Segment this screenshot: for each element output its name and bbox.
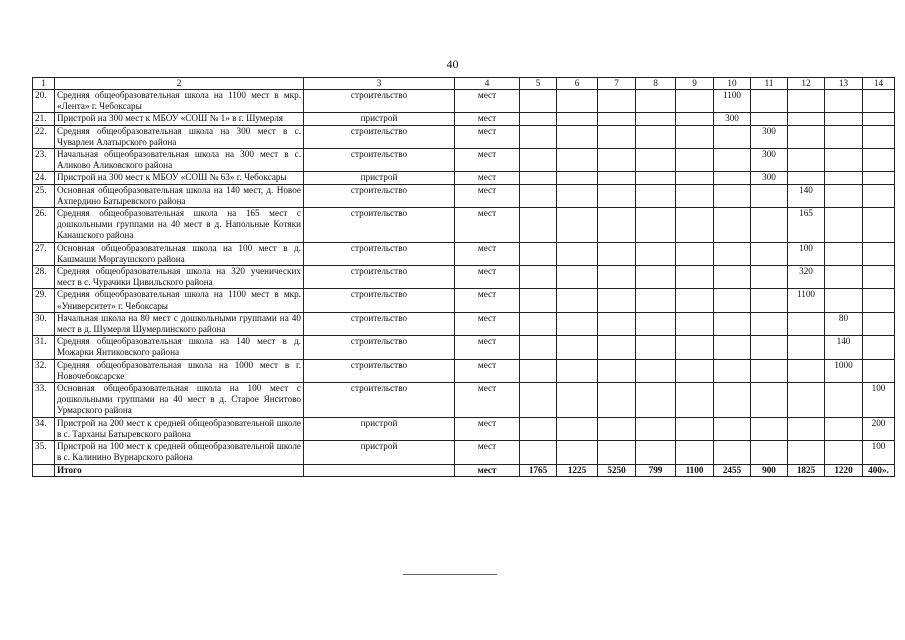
work-type: строительство — [304, 125, 455, 148]
work-type: строительство — [304, 383, 455, 418]
value-cell — [520, 242, 557, 265]
value-cell — [863, 172, 895, 184]
value-cell: 300 — [714, 113, 751, 125]
value-cell: 1100 — [788, 289, 825, 312]
value-cell — [863, 266, 895, 289]
value-cell: 80 — [825, 312, 863, 335]
value-cell — [636, 441, 676, 464]
school-name: Пристрой на 300 мест к МБОУ «СОШ № 63» г. Чебоксары — [55, 172, 304, 184]
row-number: 29. — [33, 289, 55, 312]
value-cell — [676, 336, 714, 359]
value-cell — [751, 289, 788, 312]
row-number: 23. — [33, 149, 55, 172]
value-cell: 100 — [863, 441, 895, 464]
unit: мест — [455, 359, 520, 382]
value-cell — [636, 208, 676, 243]
unit: мест — [455, 312, 520, 335]
work-type: строительство — [304, 289, 455, 312]
value-cell — [676, 266, 714, 289]
school-name: Пристрой на 100 мест к средней общеобразовательной школе в с. Калинино Вурнарского района — [55, 441, 304, 464]
row-number: 22. — [33, 125, 55, 148]
value-cell — [825, 441, 863, 464]
value-cell — [714, 266, 751, 289]
value-cell — [557, 113, 598, 125]
value-cell — [751, 383, 788, 418]
value-cell — [714, 208, 751, 243]
value-cell — [520, 266, 557, 289]
value-cell: 1765 — [520, 464, 557, 476]
row-number: 28. — [33, 266, 55, 289]
value-cell — [598, 266, 636, 289]
value-cell — [557, 266, 598, 289]
value-cell — [520, 90, 557, 113]
value-cell — [636, 383, 676, 418]
school-name: Средняя общеобразовательная школа на 320 ученических мест в с. Чурачики Цивильского района — [55, 266, 304, 289]
work-type: пристрой — [304, 441, 455, 464]
value-cell — [636, 289, 676, 312]
table-row — [33, 184, 895, 207]
unit: мест — [455, 208, 520, 243]
unit: мест — [455, 266, 520, 289]
value-cell — [863, 184, 895, 207]
value-cell: 300 — [751, 149, 788, 172]
value-cell — [636, 90, 676, 113]
value-cell — [636, 172, 676, 184]
unit: мест — [455, 184, 520, 207]
value-cell — [636, 184, 676, 207]
school-name: Средняя общеобразовательная школа на 140 мест в д. Можарки Янтиковского района — [55, 336, 304, 359]
value-cell — [751, 184, 788, 207]
column-header: 6 — [557, 78, 598, 90]
table-row — [33, 149, 895, 172]
school-name: Начальная школа на 80 мест с дошкольными группами на 40 мест в д. Шумерля Шумерлинского района — [55, 312, 304, 335]
work-type: строительство — [304, 90, 455, 113]
value-cell — [788, 149, 825, 172]
value-cell: 165 — [788, 208, 825, 243]
value-cell — [676, 184, 714, 207]
unit: мест — [455, 441, 520, 464]
value-cell — [557, 289, 598, 312]
value-cell — [520, 417, 557, 440]
value-cell — [520, 359, 557, 382]
value-cell — [676, 125, 714, 148]
value-cell — [751, 113, 788, 125]
row-number: 27. — [33, 242, 55, 265]
unit: мест — [455, 149, 520, 172]
value-cell — [676, 441, 714, 464]
table-row — [33, 266, 895, 289]
column-header: 11 — [751, 78, 788, 90]
value-cell — [636, 125, 676, 148]
value-cell: 100 — [788, 242, 825, 265]
value-cell — [676, 417, 714, 440]
total-row — [33, 464, 895, 476]
column-number-row — [33, 78, 895, 90]
value-cell — [676, 172, 714, 184]
value-cell — [598, 242, 636, 265]
table-row — [33, 125, 895, 148]
value-cell — [863, 312, 895, 335]
value-cell — [598, 312, 636, 335]
value-cell — [598, 149, 636, 172]
column-header: 14 — [863, 78, 895, 90]
value-cell: 5250 — [598, 464, 636, 476]
value-cell — [636, 417, 676, 440]
value-cell — [863, 242, 895, 265]
value-cell — [714, 149, 751, 172]
table-row — [33, 90, 895, 113]
column-header: 3 — [304, 78, 455, 90]
column-header: 8 — [636, 78, 676, 90]
table-row — [33, 289, 895, 312]
table-row — [33, 336, 895, 359]
value-cell — [714, 289, 751, 312]
value-cell — [676, 113, 714, 125]
value-cell — [788, 90, 825, 113]
value-cell: 1100 — [676, 464, 714, 476]
value-cell — [863, 125, 895, 148]
value-cell — [676, 149, 714, 172]
value-cell — [714, 125, 751, 148]
value-cell — [714, 383, 751, 418]
unit: мест — [455, 336, 520, 359]
table-row — [33, 172, 895, 184]
value-cell — [557, 336, 598, 359]
value-cell — [788, 336, 825, 359]
row-number: 31. — [33, 336, 55, 359]
column-header: 9 — [676, 78, 714, 90]
value-cell: 320 — [788, 266, 825, 289]
value-cell — [598, 289, 636, 312]
school-name: Пристрой на 300 мест к МБОУ «СОШ № 1» в г. Шумерля — [55, 113, 304, 125]
value-cell — [520, 184, 557, 207]
value-cell — [825, 125, 863, 148]
table-row — [33, 359, 895, 382]
work-type: строительство — [304, 336, 455, 359]
value-cell — [825, 242, 863, 265]
row-number — [33, 464, 55, 476]
unit: мест — [455, 383, 520, 418]
value-cell — [714, 184, 751, 207]
value-cell — [636, 266, 676, 289]
value-cell: 1100 — [714, 90, 751, 113]
value-cell — [520, 113, 557, 125]
value-cell: 1220 — [825, 464, 863, 476]
value-cell — [863, 149, 895, 172]
value-cell — [676, 90, 714, 113]
school-name: Средняя общеобразовательная школа на 1000 мест в г. Новочебоксарске — [55, 359, 304, 382]
value-cell — [676, 242, 714, 265]
column-header: 7 — [598, 78, 636, 90]
value-cell — [557, 172, 598, 184]
value-cell — [520, 336, 557, 359]
row-number: 33. — [33, 383, 55, 418]
table-row — [33, 242, 895, 265]
unit: мест — [455, 464, 520, 476]
value-cell — [676, 383, 714, 418]
value-cell — [598, 359, 636, 382]
value-cell — [636, 312, 676, 335]
value-cell — [676, 289, 714, 312]
value-cell — [788, 417, 825, 440]
value-cell — [825, 417, 863, 440]
table-row — [33, 383, 895, 418]
row-number: 35. — [33, 441, 55, 464]
value-cell — [825, 289, 863, 312]
value-cell: 200 — [863, 417, 895, 440]
value-cell — [825, 184, 863, 207]
value-cell — [825, 113, 863, 125]
table-row — [33, 113, 895, 125]
value-cell — [520, 289, 557, 312]
value-cell — [863, 359, 895, 382]
value-cell — [751, 441, 788, 464]
value-cell — [636, 149, 676, 172]
value-cell — [636, 336, 676, 359]
unit: мест — [455, 90, 520, 113]
value-cell — [863, 289, 895, 312]
value-cell — [751, 417, 788, 440]
value-cell — [557, 383, 598, 418]
value-cell — [825, 383, 863, 418]
column-header: 10 — [714, 78, 751, 90]
value-cell: 2455 — [714, 464, 751, 476]
work-type: строительство — [304, 149, 455, 172]
school-name: Пристрой на 200 мест к средней общеобразовательной школе в с. Тарханы Батыревского района — [55, 417, 304, 440]
value-cell — [557, 441, 598, 464]
value-cell — [825, 172, 863, 184]
value-cell — [714, 441, 751, 464]
value-cell — [825, 208, 863, 243]
work-type: строительство — [304, 208, 455, 243]
school-name: Итого — [55, 464, 304, 476]
school-name: Начальная общеобразовательная школа на 300 мест в с. Аликово Аликовского района — [55, 149, 304, 172]
column-header: 2 — [55, 78, 304, 90]
work-type: строительство — [304, 266, 455, 289]
value-cell — [598, 113, 636, 125]
row-number: 32. — [33, 359, 55, 382]
row-number: 25. — [33, 184, 55, 207]
value-cell — [598, 417, 636, 440]
value-cell — [714, 336, 751, 359]
value-cell — [598, 336, 636, 359]
work-type — [304, 464, 455, 476]
value-cell — [598, 208, 636, 243]
value-cell — [598, 172, 636, 184]
work-type: строительство — [304, 242, 455, 265]
unit: мест — [455, 172, 520, 184]
work-type: пристрой — [304, 172, 455, 184]
school-name: Основная общеобразовательная школа на 100 мест в д. Кашмаши Моргаушского района — [55, 242, 304, 265]
value-cell — [714, 312, 751, 335]
value-cell — [598, 125, 636, 148]
table-row — [33, 441, 895, 464]
value-cell — [676, 208, 714, 243]
value-cell — [520, 125, 557, 148]
school-name: Основная общеобразовательная школа на 100 мест с дошкольными группами на 40 мест в д. Старое Янситово Урмарского района — [55, 383, 304, 418]
unit: мест — [455, 417, 520, 440]
value-cell — [788, 312, 825, 335]
value-cell — [598, 441, 636, 464]
table-row — [33, 417, 895, 440]
value-cell — [557, 312, 598, 335]
value-cell: 100 — [863, 383, 895, 418]
value-cell — [676, 312, 714, 335]
value-cell — [557, 208, 598, 243]
unit: мест — [455, 289, 520, 312]
value-cell: 1000 — [825, 359, 863, 382]
school-name: Основная общеобразовательная школа на 140 мест, д. Новое Ахпердино Батыревского района — [55, 184, 304, 207]
work-type: строительство — [304, 359, 455, 382]
value-cell — [788, 441, 825, 464]
value-cell — [598, 184, 636, 207]
value-cell — [557, 359, 598, 382]
value-cell — [714, 172, 751, 184]
row-number: 21. — [33, 113, 55, 125]
school-name: Средняя общеобразовательная школа на 165 мест с дошкольными группами на 40 мест в д. Напольные Котяки Канашского района — [55, 208, 304, 243]
school-name: Средняя общеобразовательная школа на 300 мест в с. Чуварлеи Алатырского района — [55, 125, 304, 148]
value-cell — [520, 383, 557, 418]
unit: мест — [455, 125, 520, 148]
row-number: 24. — [33, 172, 55, 184]
value-cell: 900 — [751, 464, 788, 476]
value-cell — [676, 359, 714, 382]
value-cell — [557, 242, 598, 265]
value-cell — [714, 359, 751, 382]
row-number: 26. — [33, 208, 55, 243]
table-row — [33, 312, 895, 335]
value-cell — [636, 113, 676, 125]
value-cell — [636, 359, 676, 382]
value-cell — [863, 336, 895, 359]
footer-divider — [403, 574, 497, 575]
value-cell — [557, 90, 598, 113]
value-cell — [825, 149, 863, 172]
value-cell — [520, 149, 557, 172]
value-cell — [788, 113, 825, 125]
value-cell: 400». — [863, 464, 895, 476]
column-header: 1 — [33, 78, 55, 90]
value-cell — [520, 172, 557, 184]
value-cell: 300 — [751, 125, 788, 148]
value-cell: 1225 — [557, 464, 598, 476]
column-header: 12 — [788, 78, 825, 90]
column-header: 4 — [455, 78, 520, 90]
row-number: 30. — [33, 312, 55, 335]
value-cell — [714, 417, 751, 440]
value-cell — [598, 90, 636, 113]
value-cell — [863, 113, 895, 125]
value-cell — [825, 90, 863, 113]
value-cell — [520, 208, 557, 243]
schools-table — [32, 77, 895, 477]
value-cell — [751, 336, 788, 359]
value-cell — [520, 312, 557, 335]
value-cell — [636, 242, 676, 265]
work-type: пристрой — [304, 113, 455, 125]
column-header: 13 — [825, 78, 863, 90]
value-cell — [751, 208, 788, 243]
value-cell — [788, 172, 825, 184]
row-number: 20. — [33, 90, 55, 113]
value-cell: 140 — [788, 184, 825, 207]
row-number: 34. — [33, 417, 55, 440]
value-cell — [751, 266, 788, 289]
value-cell — [751, 312, 788, 335]
column-header: 5 — [520, 78, 557, 90]
value-cell — [863, 90, 895, 113]
value-cell — [714, 242, 751, 265]
value-cell — [751, 90, 788, 113]
table-row — [33, 208, 895, 243]
value-cell — [557, 184, 598, 207]
value-cell — [751, 242, 788, 265]
work-type: строительство — [304, 184, 455, 207]
value-cell: 1825 — [788, 464, 825, 476]
school-name: Средняя общеобразовательная школа на 1100 мест в мкр. «Университет» г. Чебоксары — [55, 289, 304, 312]
work-type: строительство — [304, 312, 455, 335]
value-cell — [863, 208, 895, 243]
school-name: Средняя общеобразовательная школа на 1100 мест в мкр. «Лента» г. Чебоксары — [55, 90, 304, 113]
value-cell: 140 — [825, 336, 863, 359]
page-number: 40 — [446, 57, 459, 71]
value-cell — [788, 359, 825, 382]
value-cell — [751, 359, 788, 382]
value-cell — [557, 125, 598, 148]
value-cell — [788, 383, 825, 418]
value-cell — [825, 266, 863, 289]
value-cell — [557, 417, 598, 440]
value-cell — [520, 441, 557, 464]
unit: мест — [455, 113, 520, 125]
value-cell — [557, 149, 598, 172]
value-cell — [598, 383, 636, 418]
value-cell — [788, 125, 825, 148]
work-type: пристрой — [304, 417, 455, 440]
value-cell: 300 — [751, 172, 788, 184]
unit: мест — [455, 242, 520, 265]
value-cell: 799 — [636, 464, 676, 476]
